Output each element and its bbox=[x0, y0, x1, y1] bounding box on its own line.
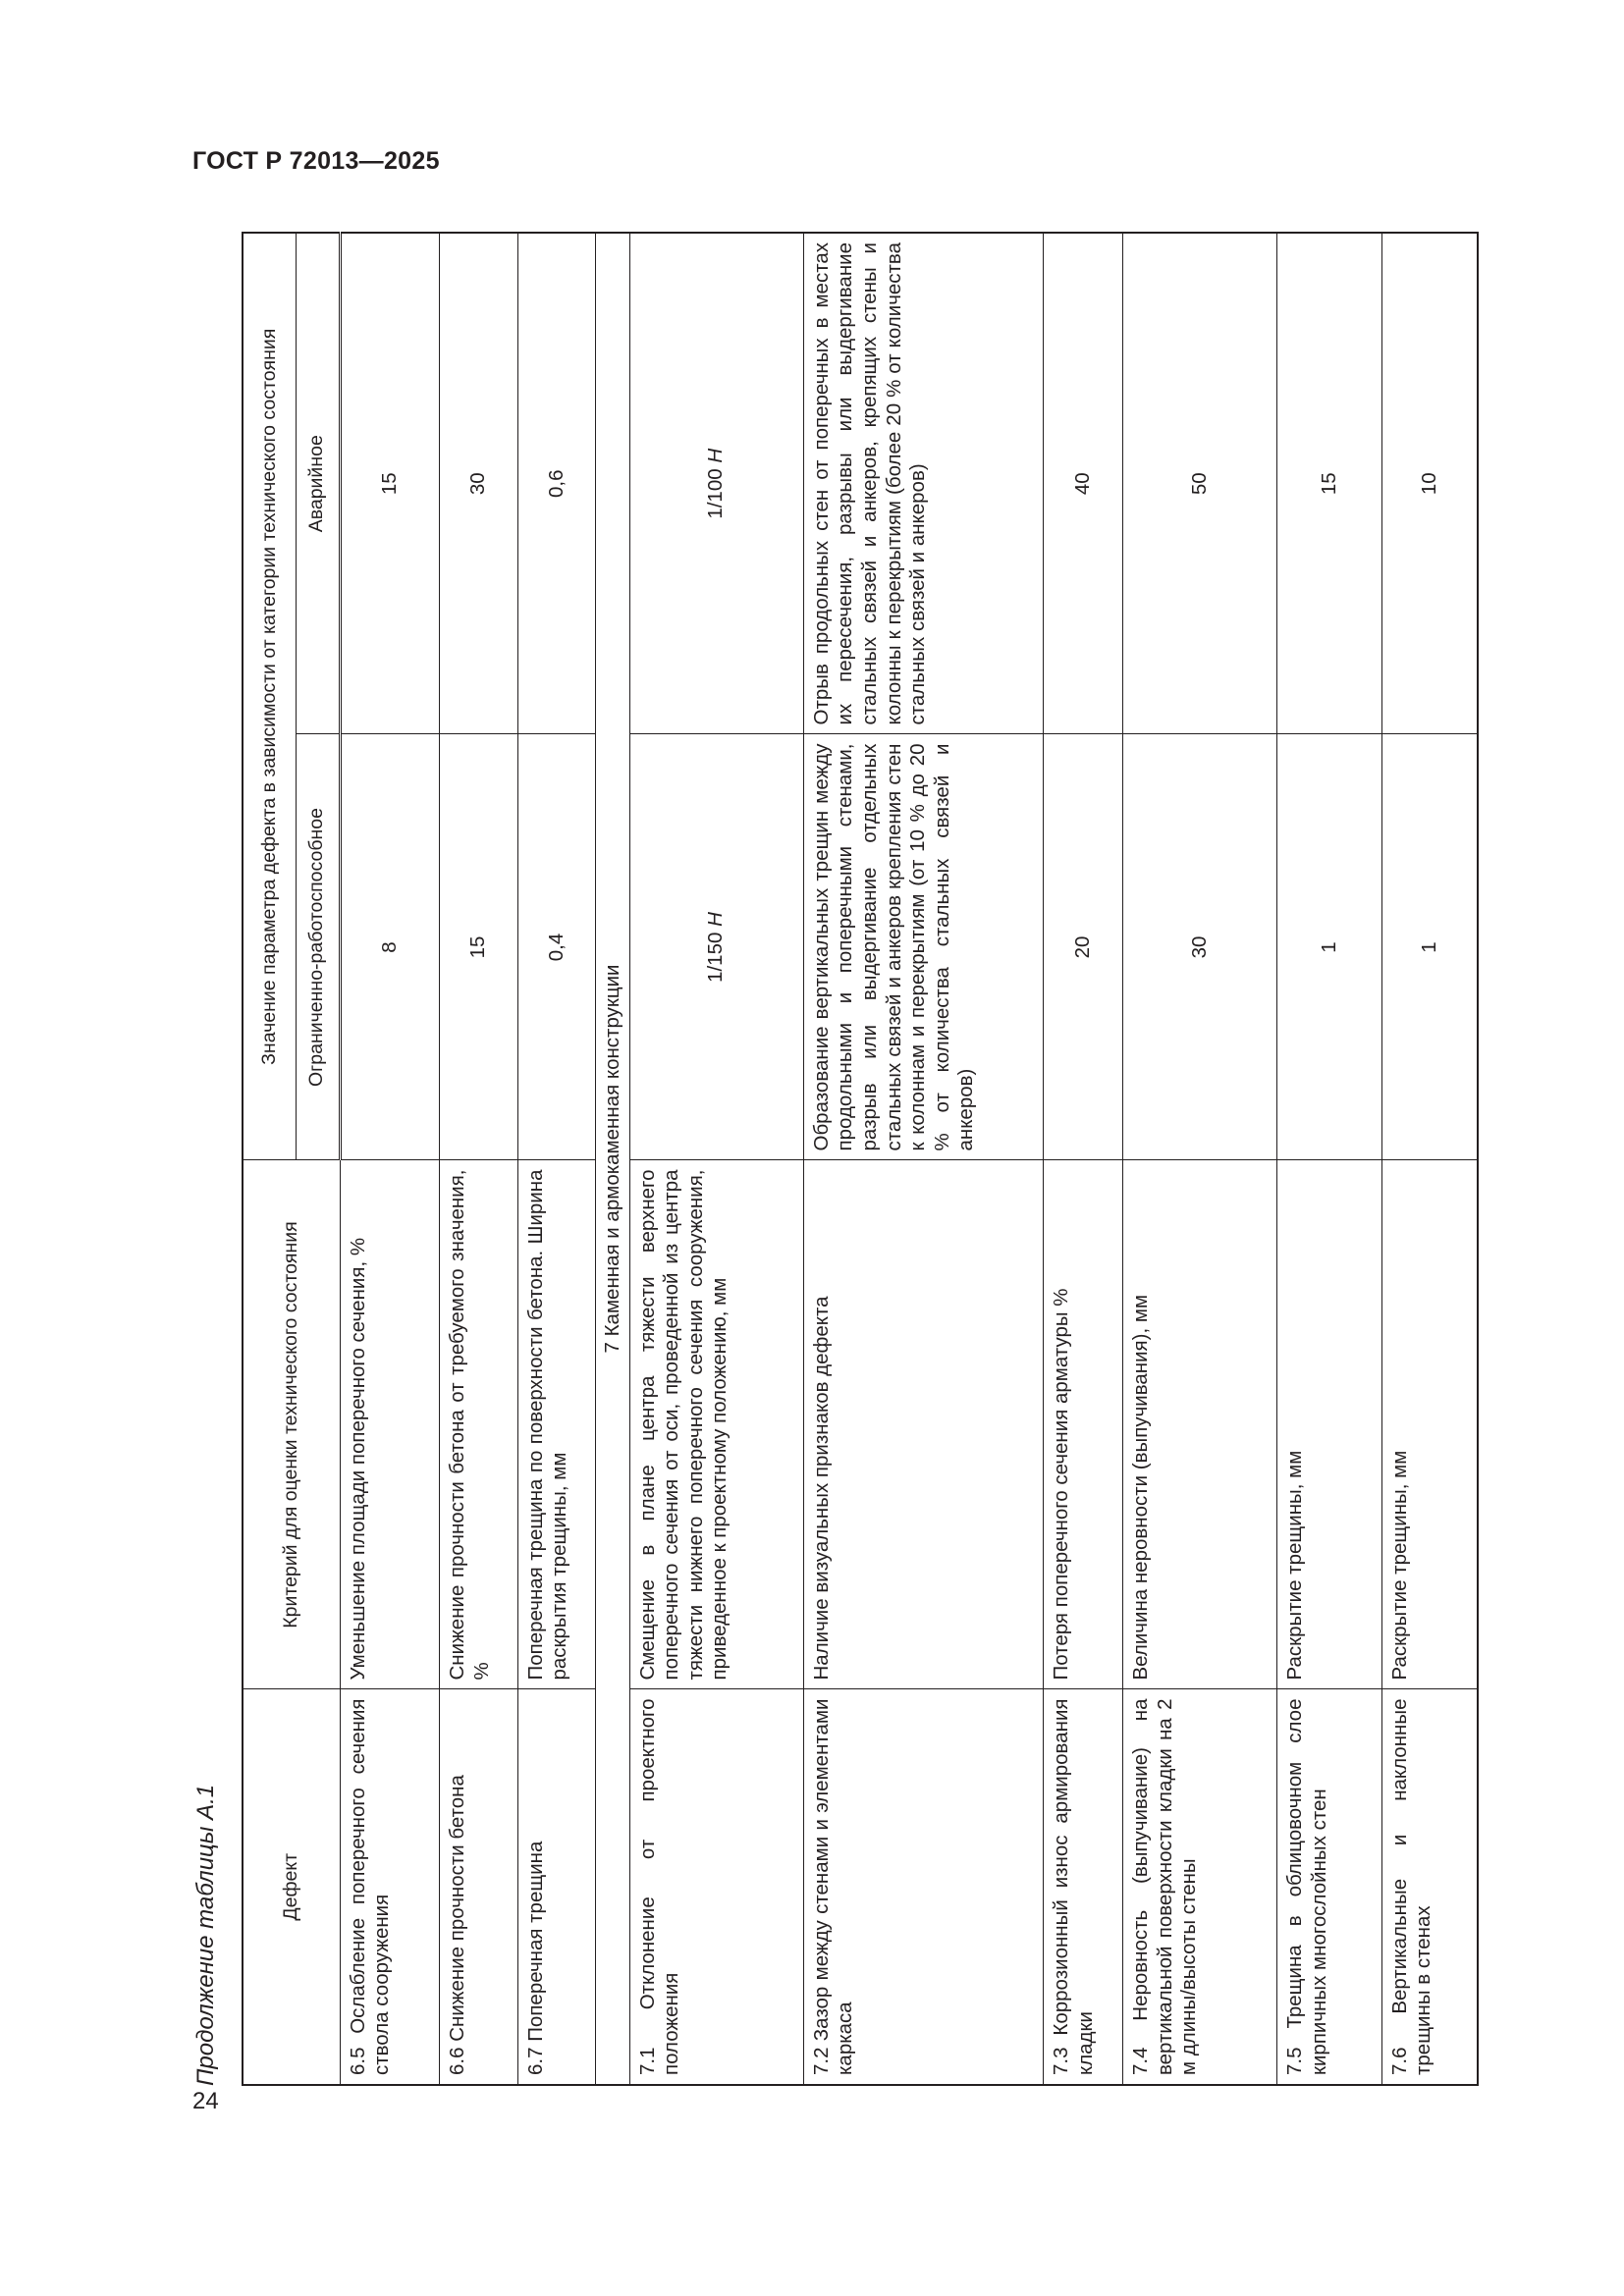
table-row bbox=[1277, 233, 1382, 2085]
row-criterion: Величина неровности (выпучивания), мм bbox=[1122, 1160, 1276, 1689]
table-row bbox=[440, 233, 518, 2085]
row-emergency-value: 30 bbox=[440, 233, 518, 734]
section-row bbox=[596, 233, 629, 2085]
row-defect: 7.2 Зазор между стенами и элементами каркаса bbox=[803, 1689, 1044, 2085]
row-criterion: Раскрытие трещины, мм bbox=[1277, 1160, 1382, 1689]
row-defect: 6.7 Поперечная трещина bbox=[517, 1689, 596, 2085]
row-criterion: Потеря поперечного сечения арматуры % bbox=[1044, 1160, 1123, 1689]
row-emergency-value: 0,6 bbox=[517, 233, 596, 734]
table-row bbox=[1122, 233, 1276, 2085]
ratio-value: 1/100 bbox=[704, 468, 728, 519]
row-emergency-value: 15 bbox=[1277, 233, 1382, 734]
row-defect: 7.5 Трещина в облицовочном слое кирпичных многослойных стен bbox=[1277, 1689, 1382, 2085]
rotated-table-container bbox=[242, 234, 1479, 2086]
row-emergency-value: 10 bbox=[1381, 233, 1478, 734]
row-defect: 6.6 Снижение прочности бетона bbox=[440, 1689, 518, 2085]
row-defect: 7.3 Коррозионный износ армирования кладки bbox=[1044, 1689, 1123, 2085]
ratio-value: 1/150 bbox=[704, 932, 728, 983]
row-limited-value: 0,4 bbox=[517, 734, 596, 1160]
header-criterion: Критерий для оценки технического состояния bbox=[243, 1160, 340, 1689]
row-defect: 7.4 Неровность (выпучивание) на вертикальной поверхности кладки на 2 м длины/высоты стены bbox=[1122, 1689, 1276, 2085]
row-criterion: Наличие визуальных признаков дефекта bbox=[803, 1160, 1044, 1689]
document-header: ГОСТ Р 72013—2025 bbox=[192, 147, 440, 175]
row-criterion: Уменьшение площади поперечного сечения, % bbox=[340, 1160, 440, 1689]
row-defect: 6.5 Ослабление поперечного сечения ствола сооружения bbox=[340, 1689, 440, 2085]
table-header-row bbox=[243, 233, 296, 2085]
row-emergency-value: 50 bbox=[1122, 233, 1276, 734]
row-limited-value bbox=[629, 734, 803, 1160]
row-limited-value: 8 bbox=[340, 734, 440, 1160]
table-row bbox=[629, 233, 803, 2085]
row-limited-value: 30 bbox=[1122, 734, 1276, 1160]
table-caption: Продолжение таблицы А.1 bbox=[192, 1784, 219, 2086]
row-defect: 7.6 Вертикальные и наклонные трещины в стенах bbox=[1381, 1689, 1478, 2085]
header-value-group: Значение параметра дефекта в зависимости от категории технического состояния bbox=[243, 233, 296, 1160]
section-title: 7 Каменная и армокаменная конструкции bbox=[596, 233, 629, 2085]
row-criterion: Поперечная трещина по поверхности бетона. Ширина раскрытия трещины, мм bbox=[517, 1160, 596, 1689]
table-row bbox=[517, 233, 596, 2085]
row-defect: 7.1 Отклонение от проектного положения bbox=[629, 1689, 803, 2085]
row-emergency-value: Отрыв продольных стен от поперечных в местах их пересечения, разрывы или выдергивание стальных связей и анкеров, крепящих стены и колонны к перекрытиям (более 20 % от количества стальных связей и анкеров) bbox=[803, 233, 1044, 734]
row-emergency-value: 40 bbox=[1044, 233, 1123, 734]
defects-table bbox=[242, 232, 1479, 2086]
row-limited-value: 20 bbox=[1044, 734, 1123, 1160]
row-limited-value: 1 bbox=[1381, 734, 1478, 1160]
row-limited-value: 1 bbox=[1277, 734, 1382, 1160]
height-variable: H bbox=[704, 912, 728, 927]
row-limited-value: Образование вертикальных трещин между продольными и поперечными стенами, разрыв или выдергивание отдельных стальных связей и анкеров крепления стен к колоннам и перекрытиям (от 10 % до 20 % от количества стальных связей и анкеров) bbox=[803, 734, 1044, 1160]
row-emergency-value: 15 bbox=[340, 233, 440, 734]
row-criterion: Раскрытие трещины, мм bbox=[1381, 1160, 1478, 1689]
table-row bbox=[803, 233, 1044, 2085]
row-limited-value: 15 bbox=[440, 734, 518, 1160]
table-row bbox=[340, 233, 440, 2085]
table-row bbox=[1044, 233, 1123, 2085]
row-criterion: Снижение прочности бетона от требуемого значения, % bbox=[440, 1160, 518, 1689]
page-number: 24 bbox=[192, 2088, 219, 2114]
header-limited: Ограниченно-работоспособное bbox=[296, 734, 340, 1160]
header-defect: Дефект bbox=[243, 1689, 340, 2085]
table-row bbox=[1381, 233, 1478, 2085]
row-criterion: Смещение в плане центра тяжести верхнего поперечного сечения от оси, проведенной из центра тяжести нижнего поперечного сечения сооружения, приведенное к проектному положению, мм bbox=[629, 1160, 803, 1689]
row-emergency-value bbox=[629, 233, 803, 734]
height-variable: H bbox=[704, 448, 728, 463]
header-emergency: Аварийное bbox=[296, 233, 340, 734]
